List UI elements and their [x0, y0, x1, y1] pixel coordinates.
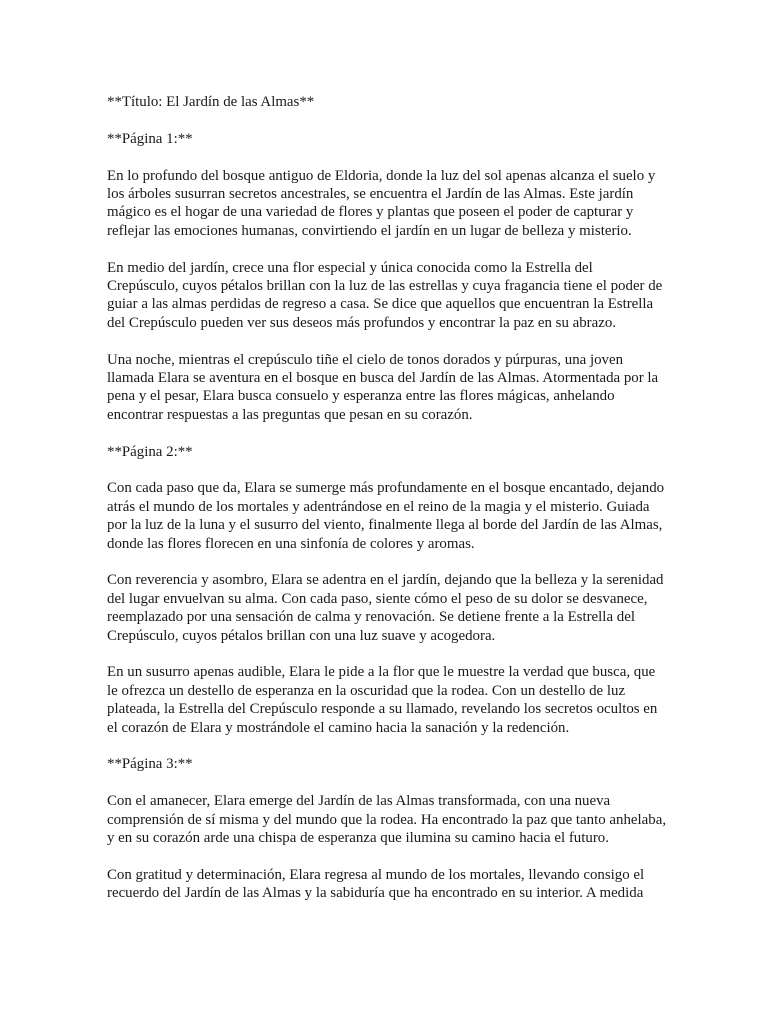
paragraph: En un susurro apenas audible, Elara le pide a la flor que le muestre la verdad que busca, que le ofrezca un destello de esperanza en la oscuridad que la rodea. Con un destello de luz plateada, la Estrella del Crepúsculo responde a su llamado, revelando los secretos ocultos en el corazón de Elara y mostrándole el camino hacia la sanación y la redención.: [107, 664, 658, 736]
paragraph: Con el amanecer, Elara emerge del Jardín de las Almas transformada, con una nueva comprensión de sí misma y del mundo que la rodea. Ha encontrado la paz que tanto anhelaba, y en su corazón arde una chispa de esperanza que ilumina su camino hacia el futuro.: [107, 793, 667, 847]
paragraph: En lo profundo del bosque antiguo de Eldoria, donde la luz del sol apenas alcanza el suelo y los árboles susurran secretos ancestrales, se encuentra el Jardín de las Almas. Este jardín mágico es el hogar de una variedad de flores y plantas que poseen el poder de capturar y reflejar las emociones humanas, convirtiendo el jardín en un lugar de belleza y misterio.: [107, 167, 656, 239]
page-1-heading: **Página 1:**: [107, 130, 193, 147]
paragraph: Con cada paso que da, Elara se sumerge más profundamente en el bosque encantado, dejando atrás el mundo de los mortales y adentrándose en el reino de la magia y el misterio. Guiada por la luz de la luna y el susurro del viento, finalmente llega al borde del Jardín de las Almas, donde las flores florecen en una sinfonía de colores y aromas.: [107, 480, 665, 552]
paragraph: Con reverencia y asombro, Elara se adentra en el jardín, dejando que la belleza y la serenidad del lugar envuelvan su alma. Con cada paso, siente cómo el peso de su dolor se desvanece, reemplazado por una sensación de calma y renovación. Se detiene frente a la Estrella del Crepúsculo, cuyos pétalos brillan con una luz suave y acogedora.: [107, 572, 664, 644]
paragraph: Con gratitud y determinación, Elara regresa al mundo de los mortales, llevando consigo el recuerdo del Jardín de las Almas y la sabiduría que ha encontrado en su interior. A medida: [107, 866, 645, 902]
page-2-heading: **Página 2:**: [107, 443, 193, 460]
document-body: [107, 93, 667, 921]
page-3-heading: **Página 3:**: [107, 756, 193, 773]
document-title: **Título: El Jardín de las Almas**: [107, 94, 315, 110]
paragraph: Una noche, mientras el crepúsculo tiñe el cielo de tonos dorados y púrpuras, una joven llamada Elara se aventura en el bosque en busca del Jardín de las Almas. Atormentada por la pena y el pesar, Elara busca consuelo y esperanza entre las flores mágicas, anhelando encontrar respuestas a las preguntas que pesan en su corazón.: [107, 351, 659, 423]
paragraph: En medio del jardín, crece una flor especial y única conocida como la Estrella del Crepúsculo, cuyos pétalos brillan con la luz de las estrellas y cuya fragancia tiene el poder de guiar a las almas perdidas de regreso a casa. Se dice que aquellos que encuentran la Estrella del Crepúsculo pueden ver sus deseos más profundos y encontrar la paz en su abrazo.: [107, 259, 663, 331]
